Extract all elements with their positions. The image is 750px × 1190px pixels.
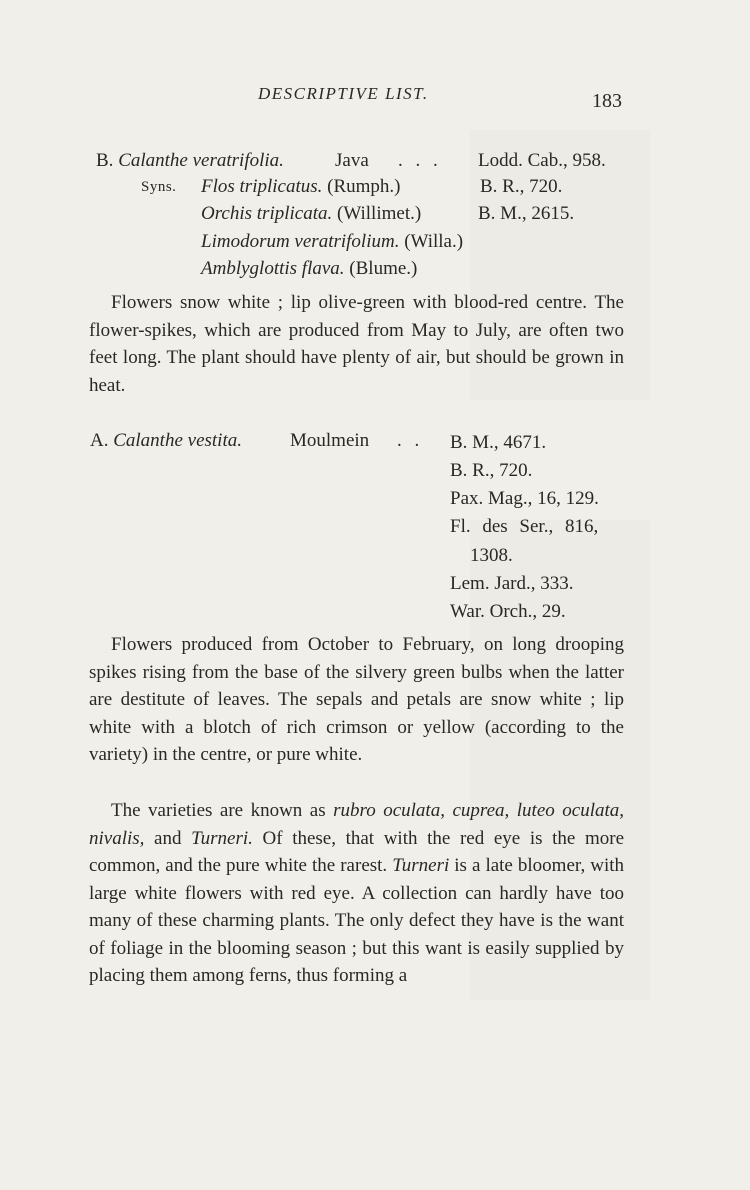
reference-line: Lem. Jard., 333. (450, 573, 574, 594)
synonyms-label: Syns. (141, 179, 177, 195)
varieties-text: is a late bloomer, with large white flowers with red eye. A collection can hardly have too many of these charming plants. The only defect they have is the want of foliage in the blooming season ; but this want is easily supplied by placing them among ferns, thus forming a (89, 855, 625, 986)
synonym-reference: B. M., 2615. (478, 203, 575, 224)
entry-a-origin: Moulmein (290, 430, 370, 451)
reference-line: War. Orch., 29. (450, 601, 566, 622)
varieties-text: Of these, that with the red eye is the more common, and the pure white the rarest. (89, 827, 624, 876)
species-name: Calanthe veratrifolia. (118, 150, 284, 171)
variety-name: luteo oculata, (516, 800, 625, 821)
species-name: Calanthe vestita. (113, 430, 242, 451)
description-text: Flowers snow white ; lip olive-green with blood-red centre. The flower-spikes, which are produced from May to July, are often two feet long. The plant should have plenty of air, but should be grown in heat. (89, 292, 624, 396)
synonym-name: Amblyglottis flava. (201, 258, 345, 279)
grade-label: B. (96, 150, 114, 171)
reference-line: B. R., 720. (450, 460, 533, 481)
entry-b-origin: Java (335, 150, 369, 171)
dot-leader: . . (397, 430, 424, 451)
variety-name: Turneri (392, 855, 450, 876)
synonym-name: Limodorum veratrifolium. (201, 231, 400, 252)
synonym-name: Orchis triplicata. (201, 203, 333, 224)
variety-name: nivalis, (89, 827, 145, 849)
synonym-reference: B. R., 720. (480, 176, 563, 197)
dot-leader: . . . (398, 150, 442, 171)
variety-name: Turneri. (191, 827, 253, 849)
synonym-row (201, 258, 417, 280)
synonym-author: (Willimet.) (337, 203, 422, 224)
synonym-name: Flos triplicatus. (201, 176, 323, 197)
reference-line: B. M., 4671. (450, 432, 547, 453)
synonym-author: (Rumph.) (327, 176, 401, 197)
reference-line: 1308. (470, 545, 513, 566)
page-number: 183 (592, 90, 622, 112)
entry-b-reference: Lodd. Cab., 958. (478, 150, 606, 171)
varieties-intro: The varieties are known as (111, 800, 326, 821)
reference-line: Fl. des Ser., 816, (450, 516, 599, 537)
synonym-row (201, 203, 421, 225)
entry-b-description (89, 289, 624, 399)
running-title: DESCRIPTIVE LIST. (258, 84, 429, 103)
variety-name: cuprea, (452, 800, 510, 821)
reference-line: Pax. Mag., 16, 129. (450, 488, 599, 509)
varieties-paragraph (89, 797, 624, 990)
entry-a-heading (90, 430, 242, 452)
synonym-author: (Blume.) (349, 258, 418, 279)
synonym-row (201, 176, 401, 198)
variety-name: rubro oculata, (333, 800, 445, 821)
conjunction: and (154, 827, 182, 849)
grade-label: A. (90, 430, 109, 451)
description-text: Flowers produced from October to February, on long drooping spikes rising from the base of the silvery green bulbs when the latter are destitute of leaves. The sepals and petals are snow white ; lip white with a blotch of rich crimson or yellow (according to the variety) in the centre, or pure white. (89, 634, 624, 765)
synonym-row (201, 231, 463, 253)
entry-b-heading (96, 150, 284, 172)
synonym-author: (Willa.) (404, 231, 464, 252)
entry-a-description (89, 631, 624, 769)
